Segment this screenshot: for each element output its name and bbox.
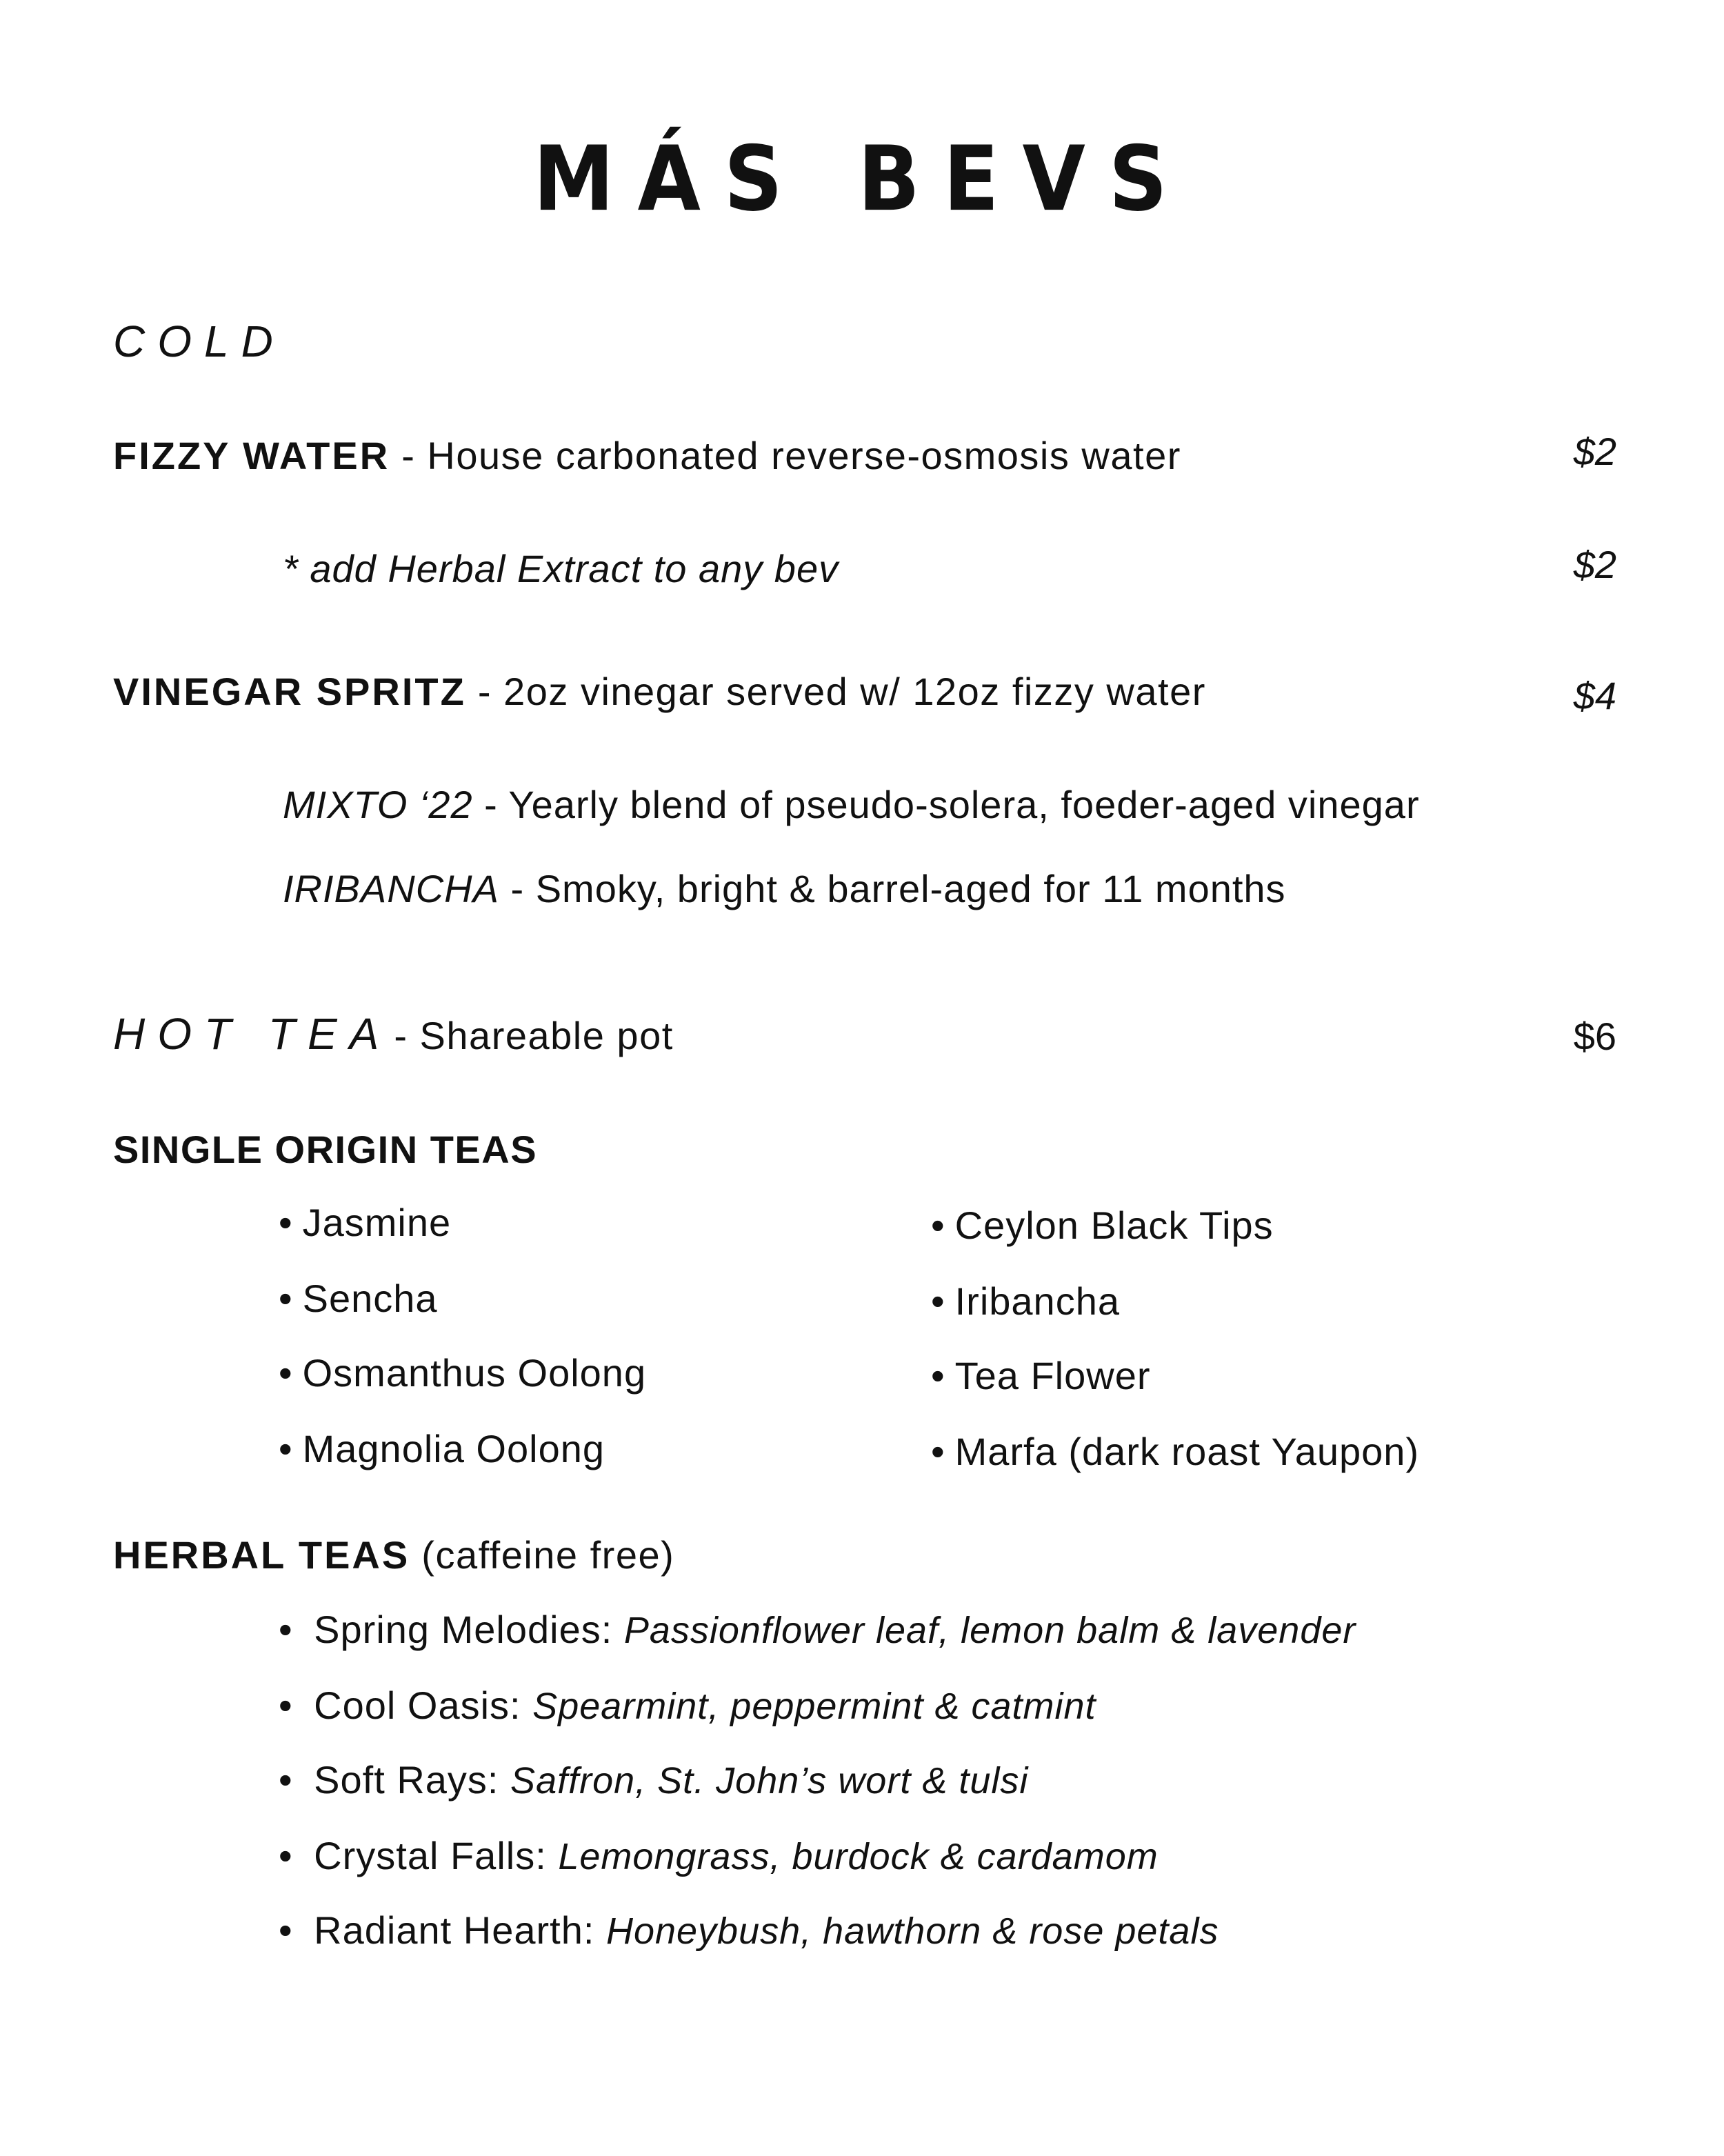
option-description: - Yearly blend of pseudo-solera, foeder-aged vinegar xyxy=(472,783,1420,826)
price-vinegar-spritz: $4 xyxy=(1573,674,1616,717)
item-name: FIZZY WATER xyxy=(113,434,390,477)
section-heading-hot-tea xyxy=(113,1008,674,1059)
herbal-list-item xyxy=(279,1757,1028,1802)
price-fizzy-water: $2 xyxy=(1573,430,1616,473)
tea-name: Cool Oasis: xyxy=(314,1684,533,1727)
tea-ingredients: Saffron, St. John’s wort & tulsi xyxy=(510,1760,1029,1801)
tea-list-item: • Magnolia Oolong xyxy=(279,1426,605,1471)
tea-name: Crystal Falls: xyxy=(314,1834,559,1877)
section-title: HOT TEA xyxy=(113,1009,392,1059)
tea-list-item: • Sencha xyxy=(279,1276,438,1321)
price-hot-tea: $6 xyxy=(1573,1015,1616,1058)
option-description: - Smoky, bright & barrel-aged for 11 months xyxy=(499,867,1286,910)
tea-list-item: • Osmanthus Oolong xyxy=(279,1350,646,1395)
item-name: VINEGAR SPRITZ xyxy=(113,670,466,713)
section-description: - Shareable pot xyxy=(394,1014,674,1057)
section-heading-cold: COLD xyxy=(113,317,285,366)
tea-list-item: • Iribancha xyxy=(931,1279,1120,1324)
tea-ingredients: Spearmint, peppermint & catmint xyxy=(532,1686,1096,1727)
subheading-herbal xyxy=(113,1533,674,1577)
tea-name: Soft Rays: xyxy=(314,1758,511,1801)
subheading-note: (caffeine free) xyxy=(410,1533,675,1577)
herbal-list-item xyxy=(279,1908,1219,1953)
tea-list-item: • Tea Flower xyxy=(931,1353,1150,1398)
vinegar-option xyxy=(283,782,1420,827)
tea-name: Radiant Hearth: xyxy=(314,1908,606,1952)
item-vinegar-spritz xyxy=(113,669,1206,714)
menu-title: MÁS BEVS xyxy=(533,126,1191,231)
herbal-list-item xyxy=(279,1683,1096,1728)
subheading-title: HERBAL TEAS xyxy=(113,1533,410,1577)
tea-list-item: • Jasmine xyxy=(279,1200,451,1245)
tea-ingredients: Passionflower leaf, lemon balm & lavender xyxy=(623,1610,1356,1651)
subheading-single-origin: SINGLE ORIGIN TEAS xyxy=(113,1128,538,1171)
item-fizzy-water xyxy=(113,433,1181,478)
addon-note: * add Herbal Extract to any bev xyxy=(283,547,839,590)
tea-ingredients: Lemongrass, burdock & cardamom xyxy=(558,1836,1159,1877)
price-addon: $2 xyxy=(1573,543,1616,586)
vinegar-option xyxy=(283,866,1286,911)
herbal-list-item xyxy=(279,1833,1159,1878)
item-description: - House carbonated reverse-osmosis water xyxy=(390,434,1181,477)
tea-name: Spring Melodies: xyxy=(314,1608,624,1651)
herbal-list-item xyxy=(279,1607,1356,1652)
option-name: MIXTO ‘22 xyxy=(283,783,473,826)
tea-list-item: • Marfa (dark roast Yaupon) xyxy=(931,1429,1419,1474)
tea-list-item: • Ceylon Black Tips xyxy=(931,1203,1274,1248)
item-description: - 2oz vinegar served w/ 12oz fizzy water xyxy=(465,670,1206,713)
tea-ingredients: Honeybush, hawthorn & rose petals xyxy=(605,1910,1219,1952)
option-name: IRIBANCHA xyxy=(283,867,499,910)
